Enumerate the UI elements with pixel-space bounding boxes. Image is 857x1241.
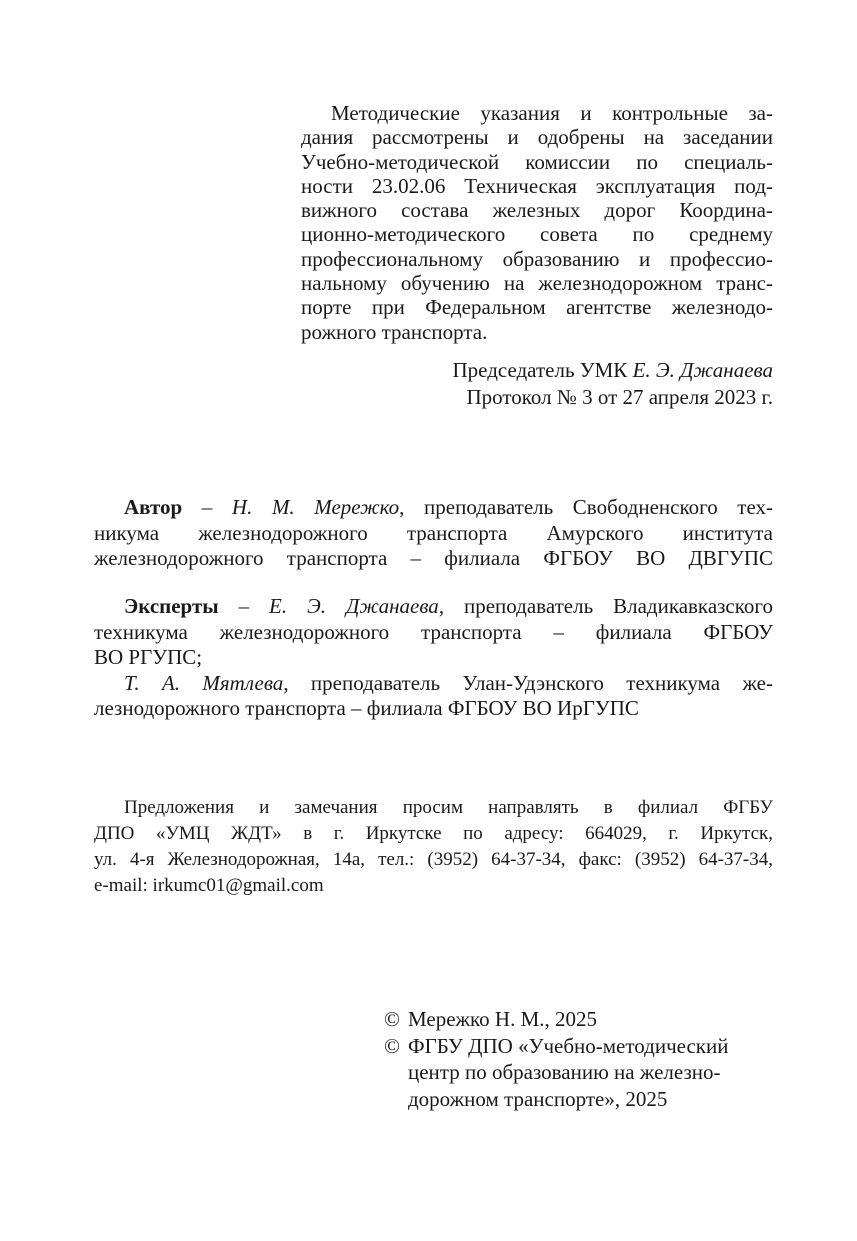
contact-email-line: e-mail: irkumc01@gmail.com — [94, 875, 324, 896]
approval-line: Методические указания и контрольные за- — [331, 101, 773, 125]
copyright-icon: © — [384, 1033, 400, 1058]
copyright-org-cont: дорожном транспорте», 2025 — [408, 1086, 668, 1111]
author-line: никума железнодорожного транспорта Амурского института — [94, 520, 773, 545]
expert1-line-rest: , преподаватель Владикавказского — [438, 594, 773, 618]
expert2-name: Т. А. Мятлева — [124, 670, 284, 695]
approval-line: ционно-методического совета по среднему — [301, 222, 773, 247]
copyright-org: ФГБУ ДПО «Учебно-методический — [408, 1033, 729, 1058]
experts-label: Эксперты — [124, 594, 219, 618]
contact-line: ДПО «УМЦ ЖДТ» в г. Иркутске по адресу: 664029, г. Иркутск, — [94, 823, 773, 844]
expert-line: техникума железнодорожного транспорта – филиала ФГБОУ — [94, 619, 773, 644]
copyright-block — [384, 1006, 728, 1112]
contact-line: Предложения и замечания просим направлять в филиал ФГБУ — [124, 797, 773, 818]
expert1-name: Е. Э. Джанаева — [269, 594, 439, 618]
expert-line: ВО РГУПС; — [94, 645, 203, 669]
contact-block — [94, 795, 773, 899]
approval-paragraph — [301, 101, 773, 344]
approval-line: вижного состава железных дорог Координа- — [301, 198, 773, 223]
experts-block — [94, 594, 773, 722]
chair-line — [452, 357, 773, 384]
author-dash: – — [182, 495, 232, 519]
approval-signature — [452, 357, 773, 411]
expert2-line-rest: , преподаватель Улан-Удэнского техникума же- — [283, 670, 773, 695]
experts-dash: – — [218, 594, 270, 618]
copyright-icon: © — [384, 1007, 400, 1031]
author-name: Н. М. Мережко — [231, 495, 400, 519]
author-line: железнодорожного транспорта – филиала ФГБОУ ВО ДВГУПС — [94, 546, 773, 570]
protocol-line: Протокол № 3 от 27 апреля 2023 г. — [466, 385, 773, 409]
expert-line: лезнодорожного транспорта – филиала ФГБОУ ВО ИрГУПС — [94, 696, 639, 720]
copyright-org-cont: центр по образованию на железно- — [408, 1060, 721, 1084]
contact-line: ул. 4-я Железнодорожная, 14а, тел.: (3952) 64-37-34, факс: (3952) 64-37-34, — [94, 849, 773, 870]
approval-line: ности 23.02.06 Техническая эксплуатация под- — [301, 173, 773, 198]
author-label: Автор — [124, 495, 183, 519]
approval-line: профессиональному образованию и профессио- — [301, 246, 773, 271]
copyright-row — [384, 1006, 728, 1033]
approval-line: нальному обучению на железнодорожном транс- — [301, 271, 773, 296]
chair-name: Е. Э. Джанаева — [632, 358, 773, 382]
approval-line: рожного транспорта. — [301, 319, 488, 344]
chair-label: Председатель УМК — [452, 358, 628, 382]
expert-line — [94, 671, 773, 697]
copyright-row — [384, 1033, 728, 1060]
expert-line — [94, 594, 773, 620]
author-line — [94, 495, 773, 521]
author-block — [94, 495, 773, 572]
approval-line: дания рассмотрены и одобрены на заседании — [301, 125, 773, 150]
author-line-rest: , преподаватель Свободненского тех- — [399, 495, 774, 519]
approval-line: порте при Федеральном агентстве железнодо- — [301, 295, 773, 320]
copyright-author: Мережко Н. М., 2025 — [408, 1007, 598, 1031]
approval-line: Учебно-методической комиссии по специаль- — [301, 149, 773, 174]
